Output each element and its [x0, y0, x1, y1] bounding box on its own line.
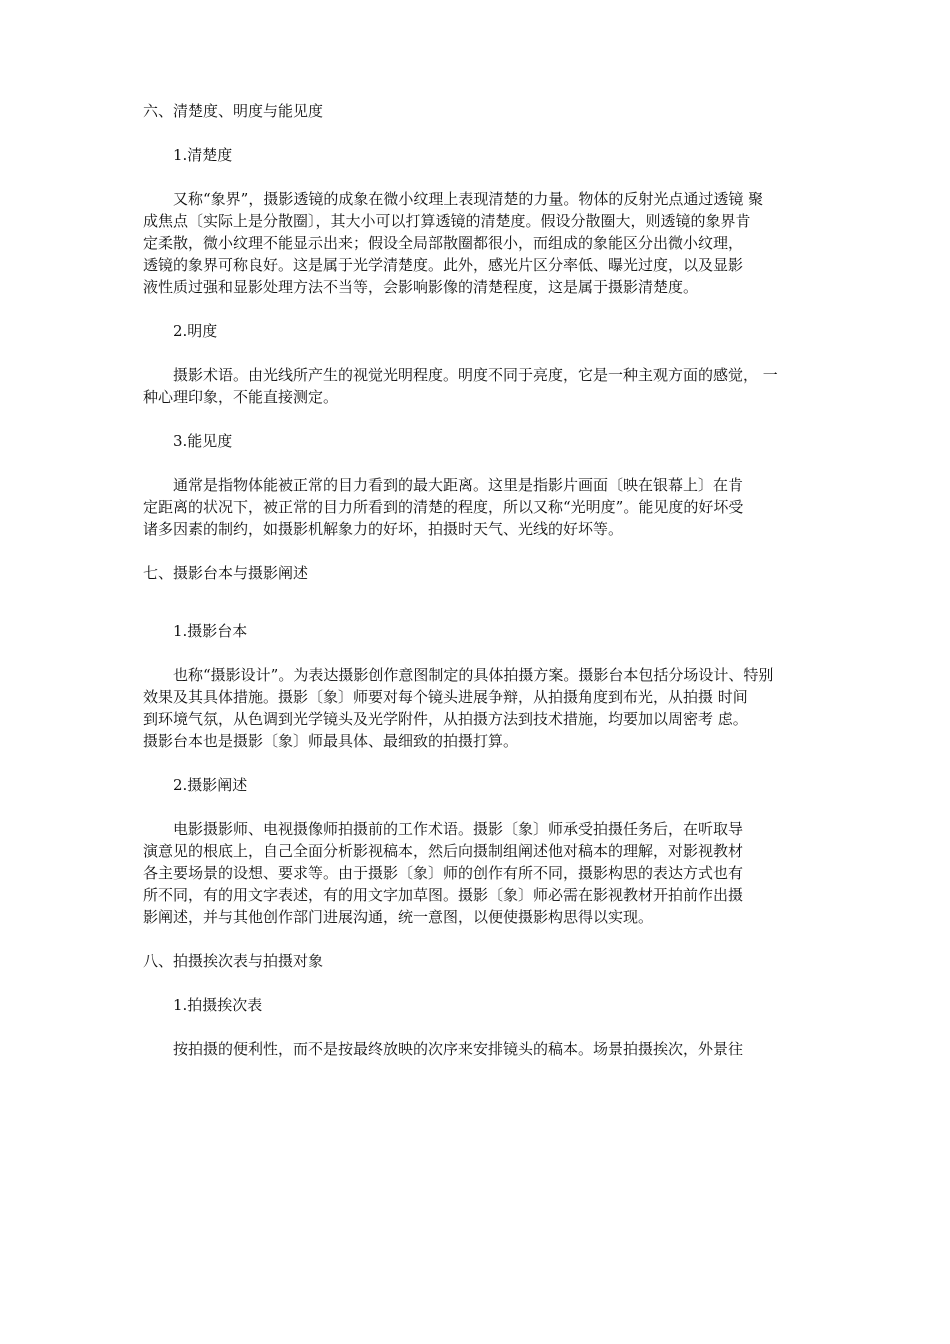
section-heading: 八、拍摄挨次表与拍摄对象	[143, 952, 324, 970]
section-heading: 七、摄影台本与摄影阐述	[143, 564, 309, 582]
paragraph-line: 到环境气氛，从色调到光学镜头及光学附件，从拍摄方法到技术措施，均要加以周密考 虑。	[143, 710, 748, 728]
subsection-heading: 1.摄影台本	[173, 622, 248, 640]
paragraph-line: 通常是指物体能被正常的目力看到的最大距离。这里是指影片画面〔映在银幕上〕在肯	[173, 476, 744, 494]
subsection-heading: 3.能见度	[173, 432, 233, 450]
paragraph	[143, 1038, 815, 1060]
paragraph-line: 演意见的根底上，自己全面分析影视稿本，然后向摄制组阐述他对稿本的理解，对影视教材	[143, 842, 744, 860]
paragraph-line: 也称“摄影设计”。为表达摄影创作意图制定的具体拍摄方案。摄影台本包括分场设计、特别	[173, 666, 774, 684]
paragraph-line: 透镜的象界可称良好。这是属于光学清楚度。此外，感光片区分率低、曝光过度，以及显影	[143, 256, 744, 274]
paragraph-line: 成焦点〔实际上是分散圈〕，其大小可以打算透镜的清楚度。假设分散圈大，则透镜的象界肯	[143, 212, 751, 230]
subsection-heading: 2.摄影阐述	[173, 776, 248, 794]
paragraph	[143, 818, 815, 928]
paragraph	[143, 364, 815, 408]
subsection-heading: 1.拍摄挨次表	[173, 996, 263, 1014]
paragraph-line: 液性质过强和显影处理方法不当等，会影响影像的清楚程度，这是属于摄影清楚度。	[143, 278, 699, 296]
subsection-heading: 1.清楚度	[173, 146, 233, 164]
paragraph	[143, 664, 815, 752]
paragraph-line: 所不同，有的用文字表述，有的用文字加草图。摄影〔象〕师必需在影视教材开拍前作出摄	[143, 886, 744, 904]
paragraph-line: 定距离的状况下，被正常的目力所看到的清楚的程度，所以又称“光明度”。能见度的好坏受	[143, 498, 744, 516]
paragraph-line: 诸多因素的制约，如摄影机解象力的好坏，拍摄时天气、光线的好坏等。	[143, 520, 624, 538]
paragraph-line: 又称“象界”，摄影透镜的成象在微小纹理上表现清楚的力量。物体的反射光点通过透镜 聚	[173, 190, 764, 208]
paragraph-line: 各主要场景的设想、要求等。由于摄影〔象〕师的创作有所不同，摄影构思的表达方式也有	[143, 864, 744, 882]
paragraph-line: 按拍摄的便利性，而不是按最终放映的次序来安排镜头的稿本。场景拍摄挨次，外景往	[173, 1040, 744, 1058]
paragraph-line: 摄影台本也是摄影〔象〕师最具体、最细致的拍摄打算。	[143, 732, 519, 750]
section-heading: 六、清楚度、明度与能见度	[143, 102, 324, 120]
subsection-heading: 2.明度	[173, 322, 218, 340]
paragraph	[143, 188, 815, 298]
paragraph	[143, 474, 815, 540]
paragraph-line: 摄影术语。由光线所产生的视觉光明程度。明度不同于亮度，它是一种主观方面的感觉， 一	[173, 366, 778, 384]
paragraph-line: 定柔散，微小纹理不能显示出来；假设全局部散圈都很小，而组成的象能区分出微小纹理，	[143, 234, 744, 252]
paragraph-line: 影阐述，并与其他创作部门进展沟通，统一意图，以便使摄影构思得以实现。	[143, 908, 654, 926]
document-page	[143, 100, 815, 1060]
paragraph-line: 电影摄影师、电视摄像师拍摄前的工作术语。摄影〔象〕师承受拍摄任务后，在听取导	[173, 820, 744, 838]
paragraph-line: 效果及其具体措施。摄影〔象〕师要对每个镜头进展争辩，从拍摄角度到布光，从拍摄 时间	[143, 688, 748, 706]
paragraph-line: 种心理印象，不能直接测定。	[143, 388, 339, 406]
